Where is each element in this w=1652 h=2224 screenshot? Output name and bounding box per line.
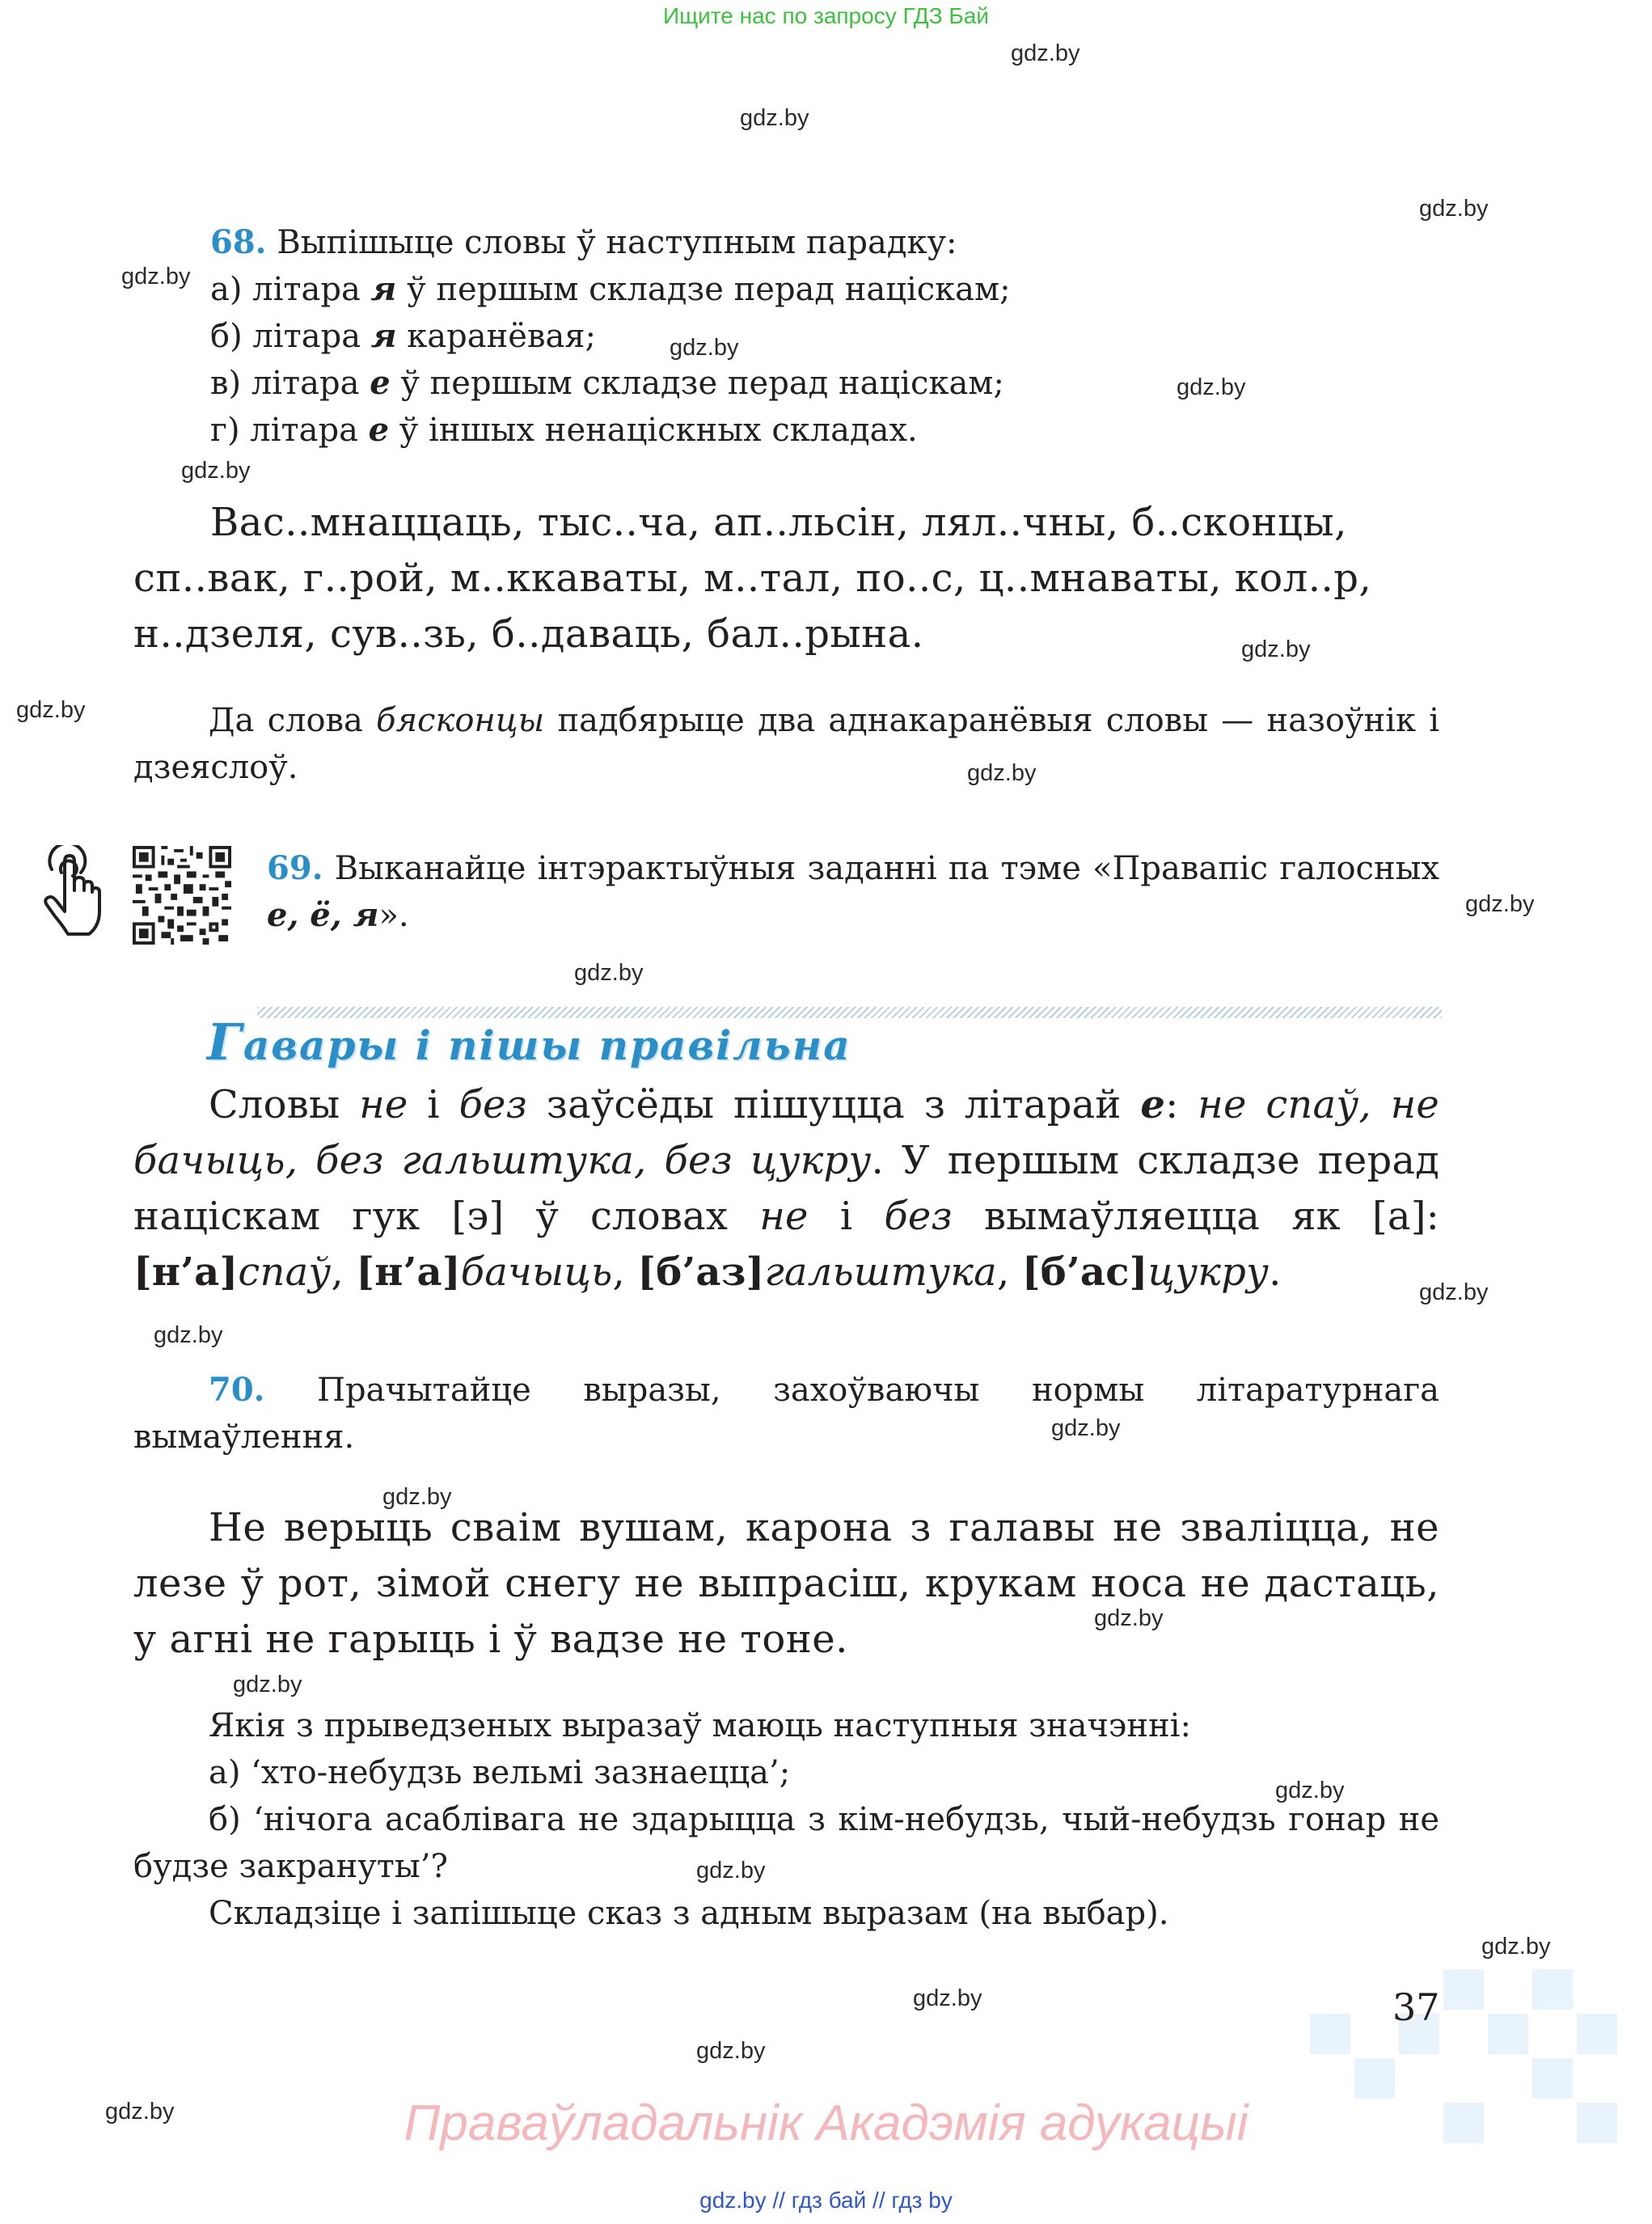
watermark: gdz.by <box>105 2099 175 2125</box>
task-intro: Выпішыце словы ў наступным парадку: <box>277 224 957 261</box>
list-item: г) літара е ў іншых ненаціскных складах. <box>210 411 918 449</box>
watermark: gdz.by <box>1275 1778 1345 1803</box>
decor-square <box>1354 2058 1395 2099</box>
section-heading: Гавары і пішы правільна <box>207 1013 851 1072</box>
meaning-a: а) ‘хто-небудзь вельмі зазнаецца’; <box>209 1754 791 1791</box>
touch-icon <box>40 845 102 938</box>
task-69: 69. Выканайце інтэрактыўныя заданні па тэме «Правапіс галосных е, ё, я». <box>267 849 1440 934</box>
rights-holder: Праваўладальнік Акадэмія адукацыі <box>403 2095 1249 2151</box>
final-task: Складзіце і запішыце сказ з адным выразам (на выбар). <box>209 1895 1169 1932</box>
watermark: gdz.by <box>1011 40 1080 66</box>
question: Якія з прыведзеных выразаў маюць наступныя значэнні: <box>209 1707 1191 1744</box>
task-68-followup: Да слова бясконцы падбярыце два аднакаранёвыя словы — назоўнік і дзеяслоў. <box>133 702 1440 786</box>
watermark: gdz.by <box>233 1672 302 1698</box>
watermark: gdz.by <box>574 960 644 986</box>
watermark: gdz.by <box>382 1484 452 1510</box>
footer-links[interactable]: gdz.by // гдз бай // гдз by <box>699 2188 953 2213</box>
decor-square <box>1532 1969 1573 2010</box>
watermark: gdz.by <box>670 335 739 361</box>
rule-text: Словы не і без заўсёды пішуцца з літарай е: не спаў, не бачыць, без гальштука, без цукру. У першым складзе перад націскам гук [э] ў словах не і без вымаўляецца як [а]: [н’а]спаў, [н’а]бачыць, [б’аз]гальштука, [б’ас]цукру. <box>133 1082 1440 1295</box>
decor-square <box>1488 2014 1528 2054</box>
watermark: gdz.by <box>16 697 86 723</box>
watermark: gdz.by <box>154 1322 223 1348</box>
text-line: н..дзеля, сув..зь, б..даваць, бал..рына. <box>133 611 924 657</box>
task-68 <box>210 219 1439 454</box>
task-number: 69. <box>267 849 323 887</box>
task-70: 70. Прачытайце выразы, захоўваючы нормы літаратурнага вымаўлення. <box>133 1371 1440 1456</box>
text-line: Вас..мнаццаць, тыс..ча, ап..льсін, лял..чны, б..сконцы, <box>210 500 1347 545</box>
watermark: gdz.by <box>1177 374 1246 400</box>
text-line: сп..вак, г..рой, м..ккаваты, м..тал, по..с, ц..мнаваты, кол..р, <box>133 556 1372 601</box>
decor-square <box>1532 2058 1573 2099</box>
watermark: gdz.by <box>181 458 251 484</box>
watermark: gdz.by <box>696 1858 766 1884</box>
list-item: б) літара я каранёвая; <box>210 317 597 355</box>
decor-square <box>1577 2014 1617 2054</box>
watermark: gdz.by <box>1241 636 1311 662</box>
watermark: gdz.by <box>696 2038 766 2064</box>
decor-square <box>1310 2014 1350 2054</box>
decor-square <box>1443 1969 1484 2010</box>
watermark: gdz.by <box>1481 1934 1551 1960</box>
meaning-b: б) ‘нічога асаблівага не здарыцца з кім-небудзь, чый-небудзь гонар не будзе закрануты’? <box>133 1801 1439 1885</box>
list-item: а) літара я ў першым складзе перад націскам; <box>210 270 1011 308</box>
phrases: Не верыць сваім вушам, карона з галавы не зваліцца, не лезе ў рот, зімой снегу не выпрасіш, крукам носа не дастаць, у агні не гарыць і ў вадзе не тоне. <box>133 1505 1439 1662</box>
top-banner[interactable]: Ищите нас по запросу ГДЗ Бай <box>662 3 990 28</box>
watermark: gdz.by <box>121 264 191 290</box>
watermark: gdz.by <box>1465 891 1535 917</box>
watermark: gdz.by <box>913 1985 982 2011</box>
watermark: gdz.by <box>1051 1415 1121 1441</box>
word-exercise <box>133 495 1439 662</box>
watermark: gdz.by <box>740 105 809 131</box>
watermark: gdz.by <box>1094 1605 1164 1631</box>
qr-code-icon[interactable] <box>132 846 232 945</box>
list-item: в) літара е ў першым складзе перад націскам; <box>210 364 1004 402</box>
task-number: 68. <box>210 223 267 261</box>
watermark: gdz.by <box>1419 1279 1489 1305</box>
page-number: 37 <box>1392 1985 1440 2029</box>
task-number: 70. <box>209 1371 265 1409</box>
watermark: gdz.by <box>1419 196 1489 222</box>
task-70-questions <box>133 1702 1439 1937</box>
watermark: gdz.by <box>967 760 1037 786</box>
